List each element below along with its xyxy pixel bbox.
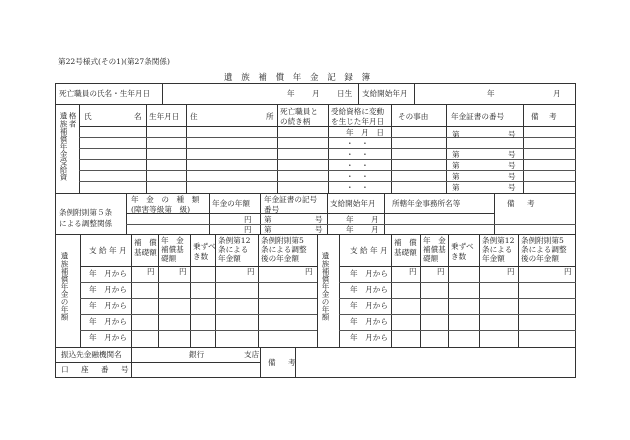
- annual-base-amount-header-2: 年 金 補償基 礎額: [423, 236, 446, 263]
- adjustment-start: 支給開始年月: [330, 199, 376, 208]
- page-title: 遺 族 補 償 年 金 記 録 簿: [224, 73, 374, 83]
- annual-art12-header: 条例第12 条による 年金額: [218, 236, 251, 263]
- adjustment-amount: 年金の年額: [212, 199, 250, 208]
- col-reason: その事由: [398, 112, 429, 121]
- deceased-name-label: 死亡職員の氏名・生年月日: [59, 89, 151, 98]
- deceased-start-month: 月: [553, 89, 561, 98]
- annual-base-header: 補 償 基礎額: [134, 238, 157, 257]
- col-change-date: 受給資格に変動 を生じた年月日: [331, 107, 385, 126]
- deceased-year-unit: 年: [287, 89, 295, 98]
- adjustment-cert: 年金証書の記号 番号: [264, 195, 318, 214]
- annual-art5-header-2: 条例附則第5 条による調整 後の年金額: [521, 236, 567, 263]
- deceased-start-label: 支給開始年月: [362, 89, 408, 98]
- col-cert-no: 年金証書の番号: [451, 112, 505, 121]
- branch-unit: 支店: [244, 350, 260, 359]
- annual-art12-header-2: 条例第12 条による 年金額: [482, 236, 515, 263]
- adjustment-office: 所轄年金事務所名等: [392, 199, 461, 208]
- annual-multiplier-header-2: 乗ずべ き数: [451, 242, 474, 261]
- col-name: 氏: [84, 112, 92, 121]
- form-number: 第22号様式(その1)(第27条関係): [58, 57, 170, 66]
- bank-unit: 銀行: [189, 350, 205, 359]
- adjustment-label: 条例附則第５条 による調整関係: [59, 208, 113, 228]
- col-address-2: 所: [266, 112, 274, 121]
- col-birth: 生年月日: [149, 112, 180, 121]
- deceased-start-year: 年: [487, 89, 495, 98]
- col-relation: 死亡職員と の続き柄: [280, 107, 318, 126]
- annual-base-amount-header: 年 金 補償基 礎額: [161, 236, 184, 263]
- annual-multiplier-header: 乗ずべ き数: [193, 242, 216, 261]
- annual-base-header-2: 補 償 基礎額: [394, 238, 417, 257]
- beneficiaries-side-label-b: 格者: [68, 112, 77, 128]
- beneficiaries-side-label-a: 遺族補償年金受給資: [59, 112, 68, 181]
- deceased-day-unit: 日生: [337, 89, 353, 98]
- account-label: 口 座 番 号: [61, 365, 134, 374]
- annual-side-label-right: 遺族補償年金の年額: [321, 252, 330, 321]
- col-address: 住: [190, 112, 198, 121]
- adjustment-remarks: 備 考: [507, 199, 540, 208]
- annual-period-header: 支 給 年 月: [89, 246, 127, 255]
- deceased-month-unit: 月: [312, 89, 320, 98]
- col-name-2: 名: [134, 112, 142, 121]
- bank-label: 振込先金融機関名: [61, 350, 122, 359]
- adjustment-kind: 年 金 の 種 類 (障害等級第 級): [131, 195, 200, 214]
- annual-side-label-left: 遺族補償年金の年額: [60, 252, 69, 321]
- annual-period-header-2: 支 給 年 月: [350, 246, 388, 255]
- annual-art5-header: 条例附則第5 条による調整 後の年金額: [261, 236, 307, 263]
- col-remarks: 備 考: [531, 112, 561, 121]
- payment-remarks: 備 考: [268, 358, 301, 367]
